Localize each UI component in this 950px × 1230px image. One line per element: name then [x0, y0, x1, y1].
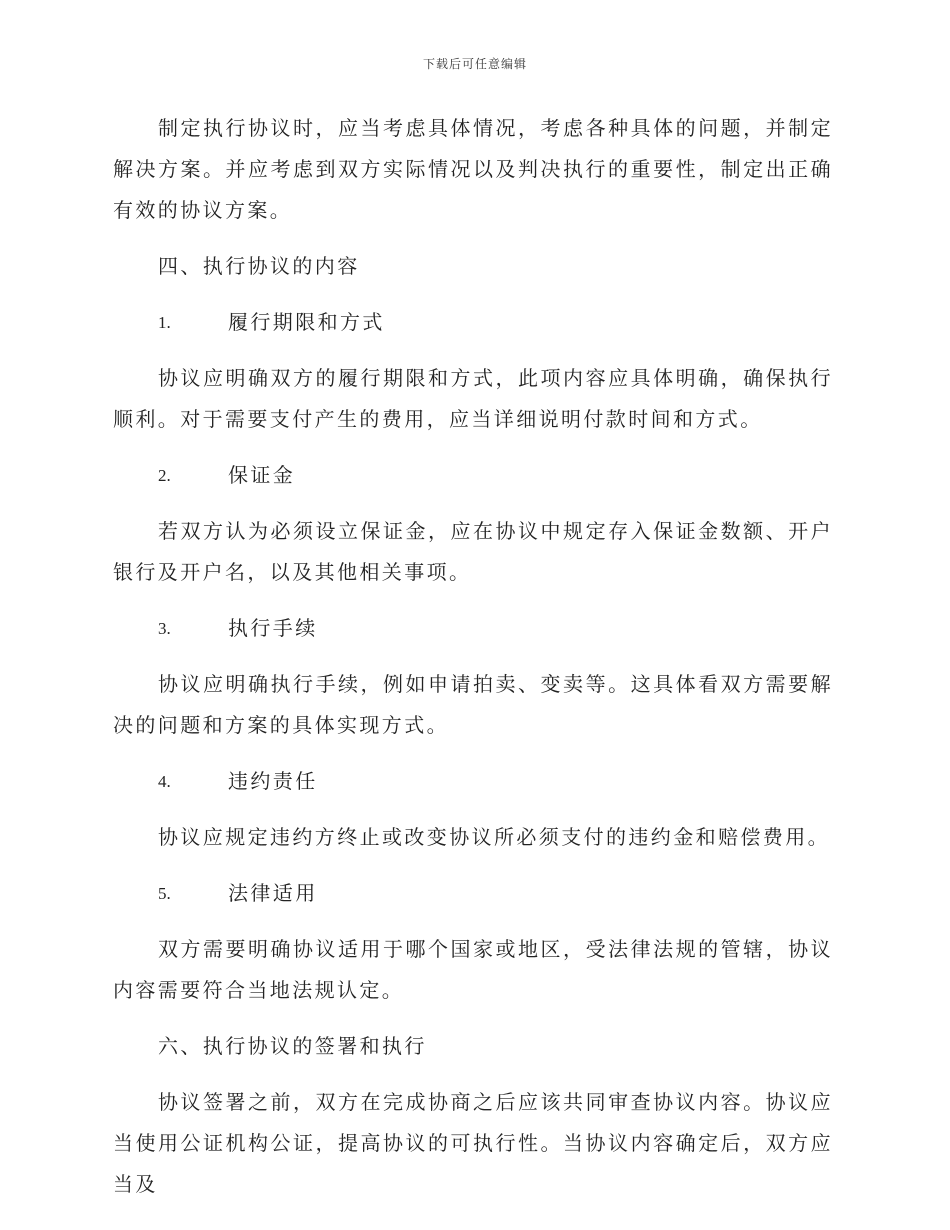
paragraph-procedure: 协议应明确执行手续，例如申请拍卖、变卖等。这具体看双方需要解决的问题和方案的具体实现方式。: [113, 672, 833, 737]
document-body: [113, 108, 833, 1220]
paragraph-plan: 制定执行协议时，应当考虑具体情况，考虑各种具体的问题，并制定解决方案。并应考虑到双方实际情况以及判决执行的重要性，制定出正确有效的协议方案。: [113, 116, 833, 222]
page-header: 下载后可任意编辑: [422, 57, 527, 71]
paragraph-deposit: 若双方认为必须设立保证金，应在协议中规定存入保证金数额、开户银行及开户名，以及其他相关事项。: [113, 519, 833, 584]
paragraph-law: 双方需要明确协议适用于哪个国家或地区，受法律法规的管辖，协议内容需要符合当地法规认定。: [113, 937, 833, 1002]
list-item-number: 2.: [158, 466, 171, 485]
list-item-procedure: [113, 608, 833, 649]
list-item-law: [113, 873, 833, 914]
list-item-title: 违约责任: [228, 769, 318, 793]
list-item-title: 执行手续: [228, 616, 318, 640]
list-item-number: 3.: [158, 619, 171, 638]
list-item-number: 5.: [158, 884, 171, 903]
paragraph-signing: 协议签署之前，双方在完成协商之后应该共同审查协议内容。协议应当使用公证机构公证，提高协议的可执行性。当协议内容确定后，双方应当及: [113, 1090, 833, 1196]
list-item-deposit: [113, 455, 833, 496]
list-item-term: [113, 302, 833, 343]
list-item-number: 4.: [158, 772, 171, 791]
paragraph-liability: 协议应规定违约方终止或改变协议所必须支付的违约金和赔偿费用。: [158, 825, 830, 849]
list-item-title: 履行期限和方式: [228, 310, 385, 334]
list-item-title: 保证金: [228, 463, 296, 487]
list-item-liability: [113, 761, 833, 802]
section-heading-contents: 四、执行协议的内容: [158, 254, 360, 278]
list-item-title: 法律适用: [228, 881, 318, 905]
section-heading-signing: 六、执行协议的签署和执行: [158, 1034, 427, 1058]
list-item-number: 1.: [158, 313, 171, 332]
paragraph-term: 协议应明确双方的履行期限和方式，此项内容应具体明确，确保执行顺利。对于需要支付产生的费用，应当详细说明付款时间和方式。: [113, 366, 833, 431]
